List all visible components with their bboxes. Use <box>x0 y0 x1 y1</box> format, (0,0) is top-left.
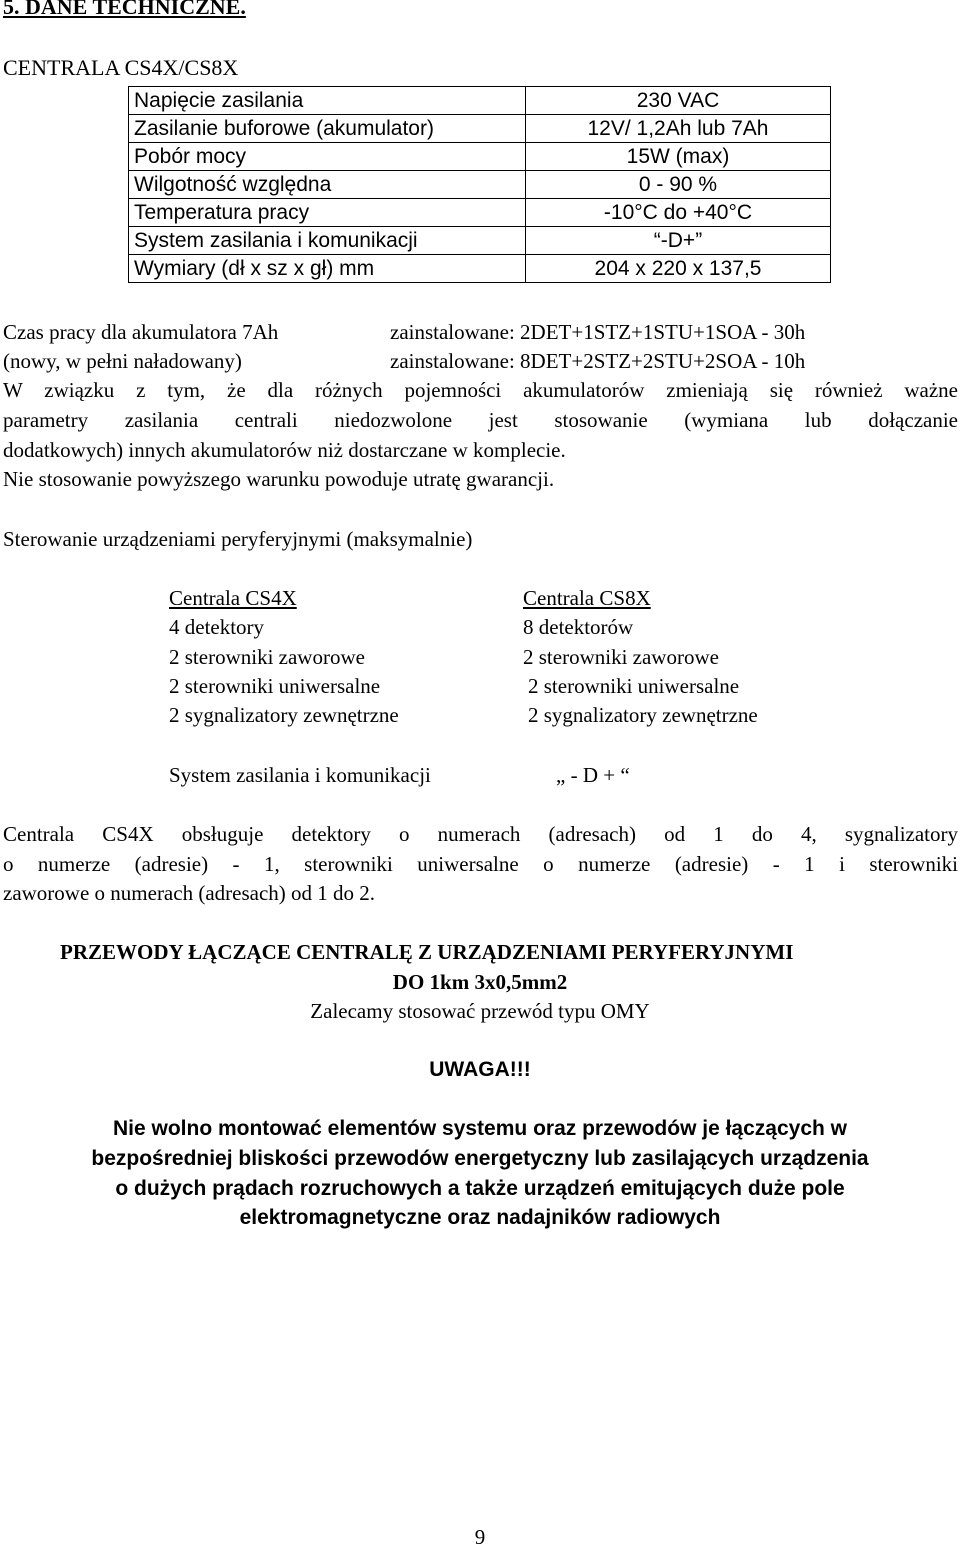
notice-line: elektromagnetyczne oraz nadajników radiowych <box>239 1206 721 1229</box>
list-item: 2 sygnalizatory zewnętrzne <box>169 703 399 727</box>
spec-value: 15W (max) <box>526 143 831 171</box>
spec-value: 204 x 220 x 137,5 <box>526 255 831 283</box>
spec-value: -10°C do +40°C <box>526 199 831 227</box>
spec-table <box>128 86 831 283</box>
notice-title: UWAGA!!! <box>429 1058 531 1081</box>
table-row <box>129 199 831 227</box>
notice-line: Nie wolno montować elementów systemu oraz przewodów je łączących w <box>112 1117 847 1140</box>
table-row <box>129 143 831 171</box>
paragraph-line: Nie stosowanie powyższego warunku powoduje utratę gwarancji. <box>3 467 555 491</box>
table-row <box>129 87 831 115</box>
spec-label: Zasilanie buforowe (akumulator) <box>129 115 526 143</box>
paragraph-line: dodatkowych) innych akumulatorów niż dostarczane w komplecie. <box>3 438 566 462</box>
page-number: 9 <box>474 1525 486 1549</box>
cs8x-title: Centrala CS8X <box>523 586 651 610</box>
list-item: 2 sterowniki uniwersalne <box>528 674 740 698</box>
paragraph-line: W związku z tym, że dla różnych pojemności akumulatorów zmieniają się również ważne <box>3 378 958 402</box>
spec-label: System zasilania i komunikacji <box>129 227 526 255</box>
spec-label: Pobór mocy <box>129 143 526 171</box>
list-item: 8 detektorów <box>523 615 634 639</box>
cs4x-title: Centrala CS4X <box>169 586 297 610</box>
wires-spec: DO 1km 3x0,5mm2 <box>392 970 568 994</box>
battery-condition-label: (nowy, w pełni naładowany) <box>3 349 242 373</box>
spec-label: Temperatura pracy <box>129 199 526 227</box>
list-item: 2 sterowniki zaworowe <box>169 645 365 669</box>
table-row <box>129 115 831 143</box>
table-row <box>129 255 831 283</box>
paragraph-line: parametry zasilania centrali niedozwolone jest stosowanie (wymiana lub dołączanie <box>3 408 958 432</box>
table-row <box>129 227 831 255</box>
paragraph-line: Centrala CS4X obsługuje detektory o numerach (adresach) od 1 do 4, sygnalizatory <box>3 822 958 846</box>
battery-runtime-value: zainstalowane: 2DET+1STZ+1STU+1SOA - 30h <box>390 320 806 344</box>
spec-value: 12V/ 1,2Ah lub 7Ah <box>526 115 831 143</box>
device-subtitle: CENTRALA CS4X/CS8X <box>3 55 239 80</box>
paragraph-line: zaworowe o numerach (adresach) od 1 do 2. <box>3 881 376 905</box>
system-value: „ - D + “ <box>556 763 630 787</box>
table-row <box>129 171 831 199</box>
spec-value: 230 VAC <box>526 87 831 115</box>
system-label: System zasilania i komunikacji <box>169 763 431 787</box>
spec-label: Wymiary (dł x sz x gł) mm <box>129 255 526 283</box>
list-item: 4 detektory <box>169 615 265 639</box>
spec-value: “-D+” <box>526 227 831 255</box>
list-item: 2 sterowniki uniwersalne <box>169 674 381 698</box>
notice-line: o dużych prądach rozruchowych a także urządzeń emitujących duże pole <box>115 1177 845 1200</box>
notice-line: bezpośredniej bliskości przewodów energetyczny lub zasilających urządzenia <box>91 1147 869 1170</box>
list-item: 2 sygnalizatory zewnętrzne <box>528 703 758 727</box>
battery-runtime-label: Czas pracy dla akumulatora 7Ah <box>3 320 279 344</box>
battery-runtime-value: zainstalowane: 8DET+2STZ+2STU+2SOA - 10h <box>390 349 806 373</box>
list-item: 2 sterowniki zaworowe <box>523 645 719 669</box>
wires-recommendation: Zalecamy stosować przewód typu OMY <box>310 999 650 1023</box>
section-heading: 5. DANE TECHNICZNE. <box>3 0 246 19</box>
peripherals-title: Sterowanie urządzeniami peryferyjnymi (maksymalnie) <box>3 527 473 551</box>
paragraph-line: o numerze (adresie) - 1, sterowniki uniwersalne o numerze (adresie) - 1 i sterowniki <box>3 852 958 876</box>
spec-label: Napięcie zasilania <box>129 87 526 115</box>
wires-heading: PRZEWODY ŁĄCZĄCE CENTRALĘ Z URZĄDZENIAMI PERYFERYJNYMI <box>60 940 794 964</box>
spec-label: Wilgotność względna <box>129 171 526 199</box>
spec-value: 0 - 90 % <box>526 171 831 199</box>
